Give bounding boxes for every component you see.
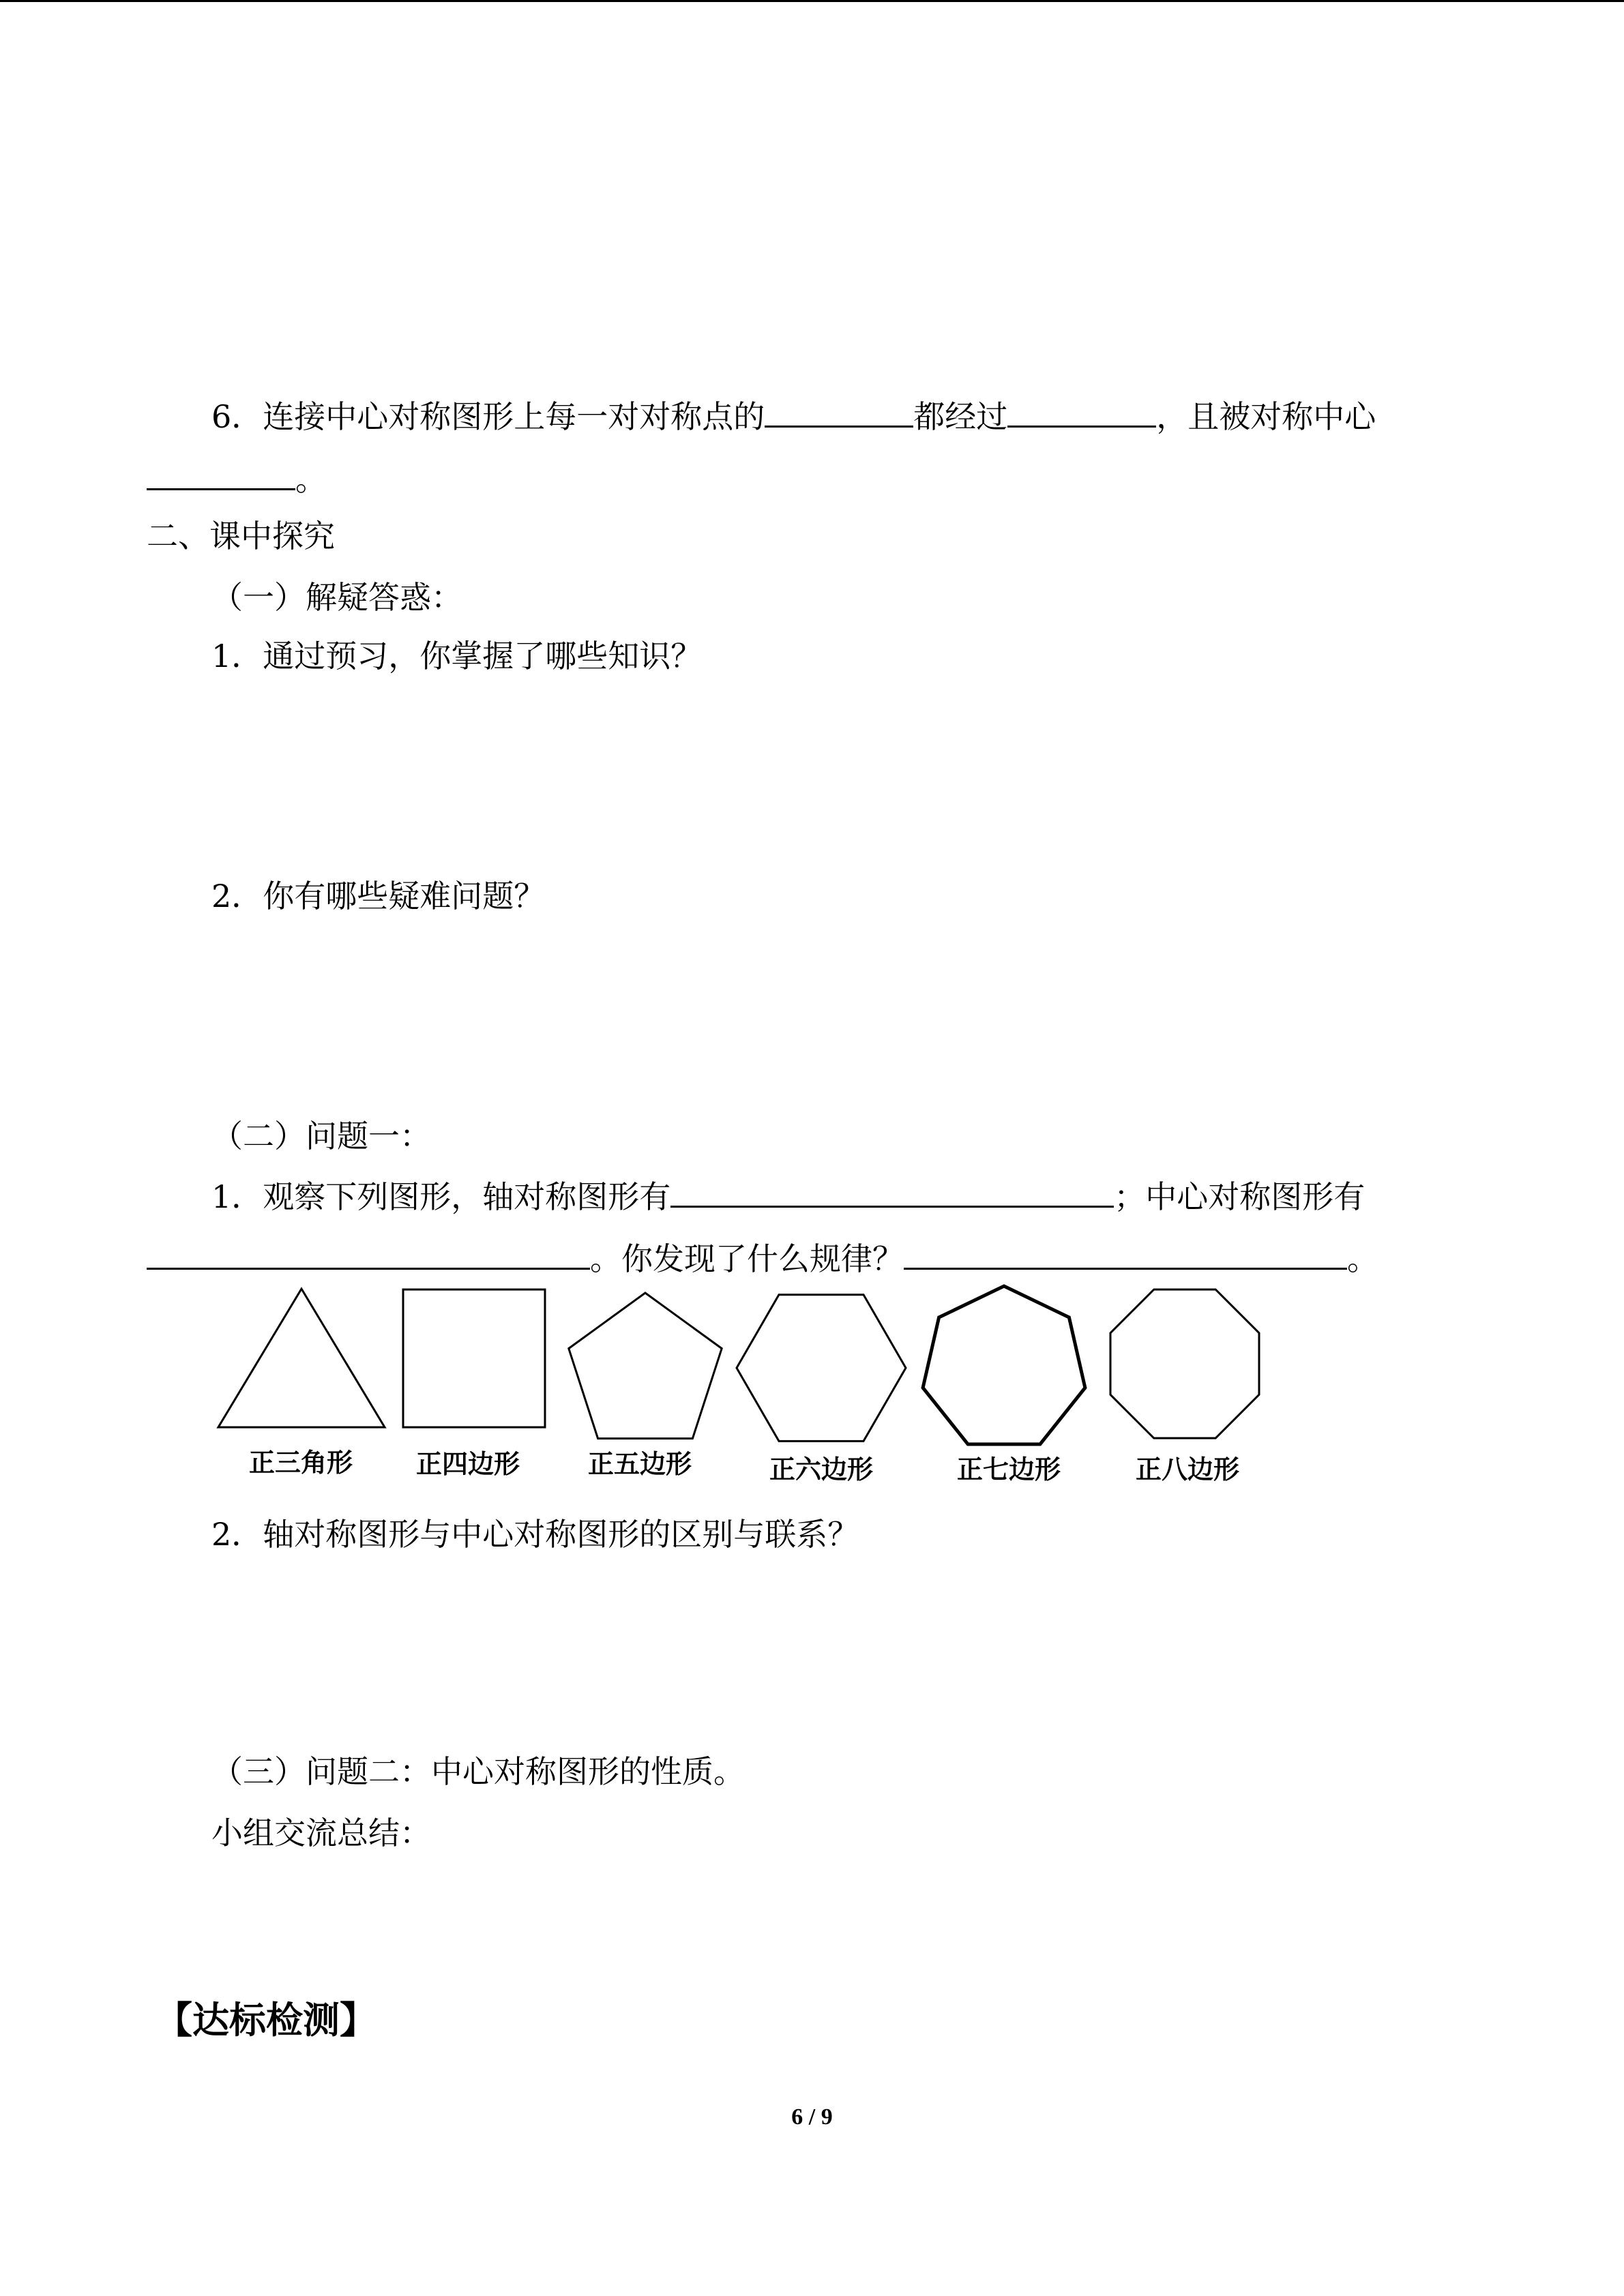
- shape-label-heptagon: 正七边形: [957, 1455, 1061, 1485]
- question-6-text-b: 都经过: [913, 398, 1008, 435]
- shape-label-square: 正四边形: [416, 1449, 520, 1479]
- group-summary: 小组交流总结：: [211, 1815, 431, 1851]
- page-number: 6 / 9: [791, 2104, 833, 2130]
- shape-label-octagon: 正八边形: [1136, 1455, 1240, 1485]
- part-1-title: （一）解疑答惑：: [211, 579, 462, 616]
- part-2-question-1-text-c: 。你发现了什么规律？: [590, 1240, 904, 1277]
- heptagon-shape: [923, 1286, 1085, 1444]
- part-1-question-1: 1．通过预习，你掌握了哪些知识？: [211, 638, 703, 674]
- pentagon-shape: [569, 1293, 722, 1439]
- shape-label-hexagon: 正六边形: [769, 1455, 874, 1485]
- test-heading: 【达标检测】: [156, 1999, 377, 2042]
- question-6-end: 。: [295, 461, 327, 498]
- part-2-title: （二）问题一：: [211, 1118, 431, 1154]
- triangle-shape: [218, 1289, 385, 1427]
- question-6-text-a: 6．连接中心对称图形上每一对对称点的: [211, 398, 765, 435]
- part-2-question-1-end: 。: [1347, 1240, 1378, 1277]
- part-2-question-1-text-a: 1．观察下列图形，轴对称图形有: [211, 1178, 671, 1215]
- part-2-question-2: 2．轴对称图形与中心对称图形的区别与联系？: [211, 1516, 859, 1553]
- square-shape: [403, 1289, 545, 1427]
- shape-label-pentagon: 正五边形: [588, 1449, 692, 1479]
- part-1-question-2: 2．你有哪些疑难问题？: [211, 878, 546, 914]
- hexagon-shape: [737, 1295, 906, 1442]
- octagon-shape: [1110, 1289, 1259, 1438]
- part-2-question-1-text-b: ；中心对称图形有: [1114, 1178, 1365, 1215]
- part-3-title: （三）问题二：中心对称图形的性质。: [211, 1753, 745, 1790]
- question-6-text-c: ，且被对称中心: [1156, 398, 1376, 435]
- shape-label-triangle: 正三角形: [249, 1448, 353, 1478]
- section-title: 二、课中探究: [147, 518, 335, 554]
